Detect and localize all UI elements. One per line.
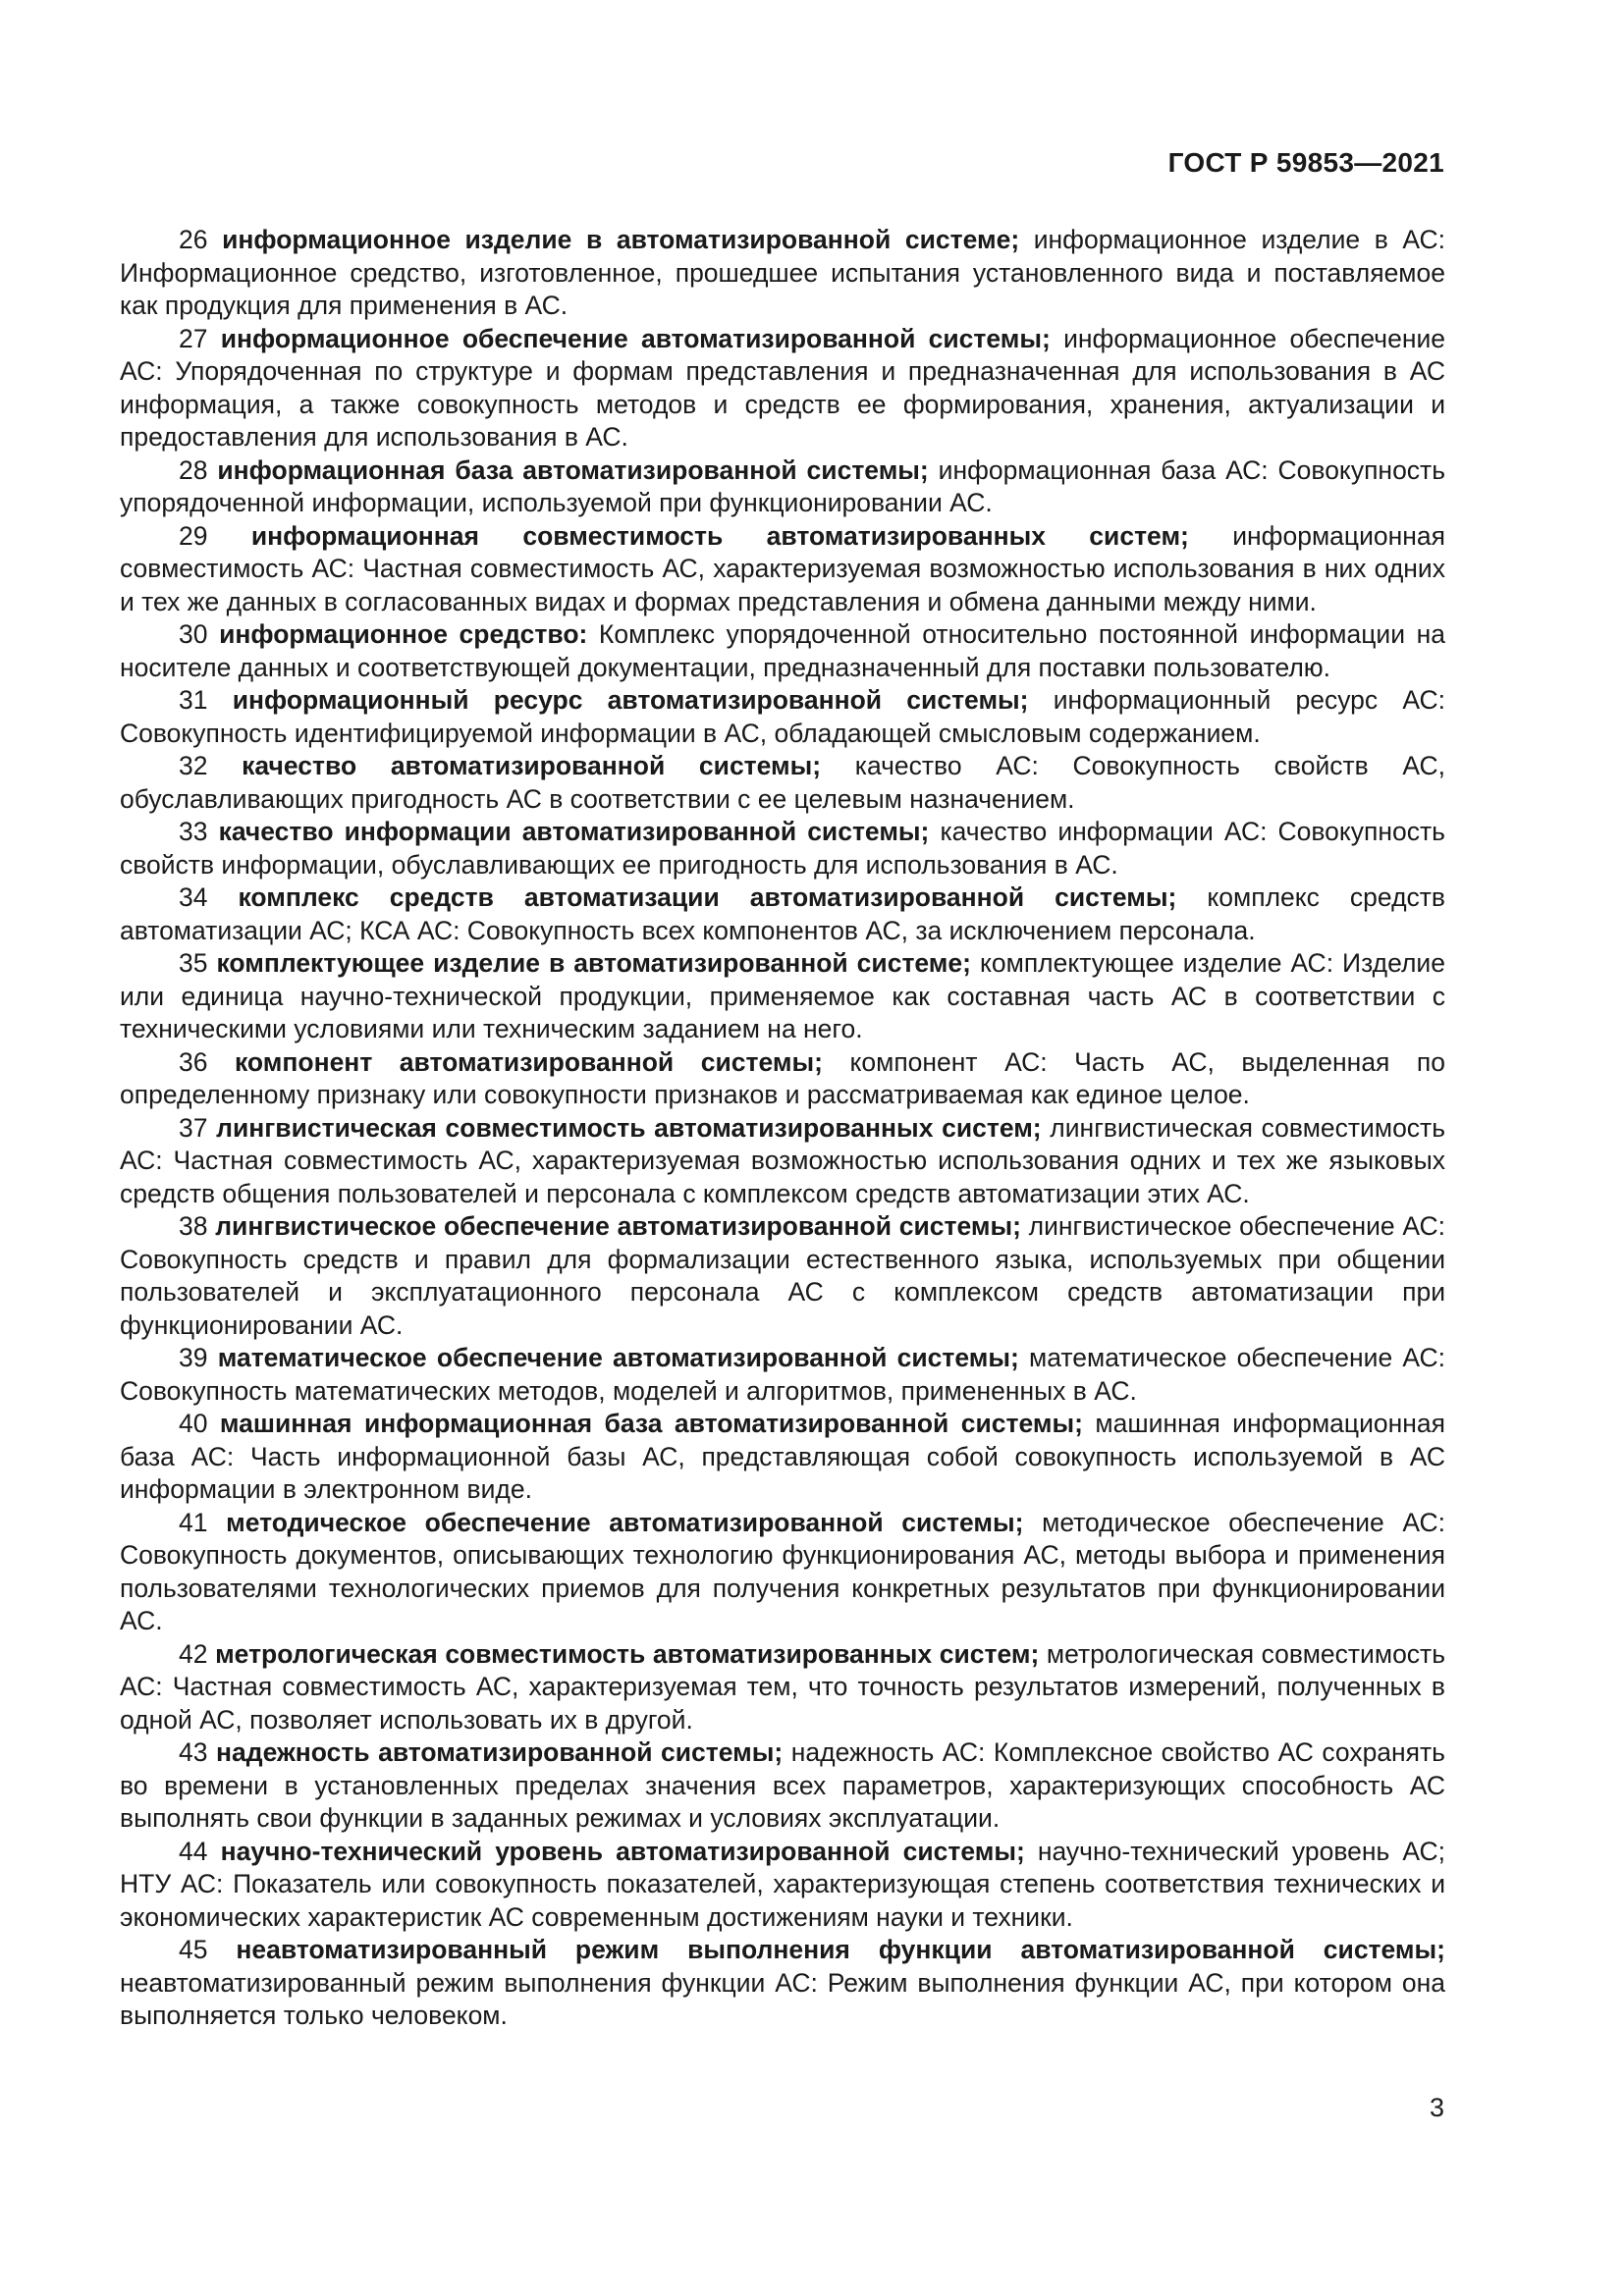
entry-number: 35 [179,948,208,978]
entry-definition: компонент АС: Часть АС, выделенная по определенному признаку или совокупности признаков и рассматриваемая как единое целое. [120,1046,1446,1109]
entry-number: 30 [179,619,208,649]
term-entry-38 [120,1210,1445,1342]
entry-term: информационная база автоматизированной системы; [217,454,929,485]
entry-number: 32 [179,751,208,780]
entry-term: информационный ресурс автоматизированной системы; [232,685,1029,715]
entry-definition: комплектующее изделие АС: Изделие или единица научно-технической продукции, применяемое как составная часть АС в соответствии с техническими условиями или техническим заданием на него. [120,948,1445,1043]
entry-definition: научно-технический уровень АС; НТУ АС: Показатель или совокупность показателей, характеризующая степень соответствия технических и экономических характеристик АС современным достижениям науки и техники. [120,1836,1445,1932]
term-entry-44 [120,1836,1445,1935]
entry-term: математическое обеспечение автоматизированной системы; [217,1343,1019,1372]
entry-term: качество автоматизированной системы; [242,751,822,780]
entry-term: надежность автоматизированной системы; [216,1737,784,1767]
term-entry-34 [120,881,1445,947]
term-entry-37 [120,1112,1445,1211]
entry-definition: неавтоматизированный режим выполнения функции АС: Режим выполнения функции АС, при котором она выполняется только человеком. [120,1967,1445,2030]
term-entry-35 [120,947,1445,1046]
term-entry-28 [120,454,1445,520]
entry-number: 29 [179,520,208,551]
entry-number: 28 [179,454,208,485]
term-entry-43 [120,1736,1445,1836]
entry-term: неавтоматизированный режим выполнения функции автоматизированной системы; [236,1935,1445,1964]
entry-definition: комплекс средств автоматизации АС; КСА АС: Совокупность всех компонентов АС, за исключением персонала. [120,882,1445,945]
entry-definition: информационное обеспечение АС: Упорядоченная по структуре и формам представления и предназначенная для использования в АС информация, а также совокупность методов и средств ее формирования, хранения, актуализации и предоставления для использования в АС. [120,323,1445,452]
entry-term: качество информации автоматизированной системы; [218,817,930,846]
entry-definition: качество информации АС: Совокупность свойств информации, обуславливающих ее пригодность для использования в АС. [120,817,1445,880]
entry-definition: информационная совместимость АС: Частная совместимость АС, характеризуемая возможностью использования в них одних и тех же данных в согласованных видах и формах представления и обмена данными между ними. [120,520,1445,616]
entry-term: лингвистическая совместимость автоматизированных систем; [216,1112,1042,1143]
entry-number: 31 [179,685,208,715]
entry-number: 40 [179,1409,208,1438]
term-entry-31 [120,684,1445,750]
entry-term: комплекс средств автоматизации автоматизированной системы; [238,882,1177,912]
entry-number: 34 [179,882,208,912]
entry-definition: метрологическая совместимость АС: Частная совместимость АС, характеризуемая тем, что точность результатов измерений, полученных в одной АС, позволяет использовать их в другой. [120,1638,1445,1735]
entry-term: информационное изделие в автоматизированной системе; [222,225,1020,254]
entry-definition: информационная база АС: Совокупность упорядоченной информации, используемой при функционировании АС. [120,454,1445,517]
entry-term: информационное обеспечение автоматизированной системы; [220,323,1051,353]
entry-term: научно-технический уровень автоматизированной системы; [220,1836,1025,1866]
entry-definition: качество АС: Совокупность свойств АС, обуславливающих пригодность АС в соответствии с ее целевым назначением. [120,751,1445,814]
entry-definition: лингвистическая совместимость АС: Частная совместимость АС, характеризуемая возможностью использования одних и тех же языковых средств общения пользователей и персонала с комплексом средств автоматизации этих АС. [120,1112,1445,1208]
entry-term: методическое обеспечение автоматизированной системы; [226,1507,1024,1537]
entry-definition: математическое обеспечение АС: Совокупность математических методов, моделей и алгоритмов, примененных в АС. [120,1343,1446,1406]
entry-definition: лингвистическое обеспечение АС: Совокупность средств и правил для формализации естественного языка, используемых при общении пользователей и эксплуатационного персонала АС с комплексом средств автоматизации при функционировании АС. [120,1211,1445,1340]
terms-list [120,224,1445,2033]
entry-term: комплектующее изделие в автоматизированной системе; [216,948,971,978]
entry-definition: методическое обеспечение АС: Совокупность документов, описывающих технологию функционирования АС, методы выбора и применения пользователями технологических приемов для получения конкретных результатов при функционировании АС. [120,1507,1445,1635]
term-entry-42 [120,1638,1445,1737]
term-entry-33 [120,816,1445,881]
entry-number: 44 [179,1836,208,1866]
entry-number: 43 [179,1737,208,1767]
entry-number: 45 [179,1935,208,1964]
term-entry-40 [120,1408,1445,1507]
entry-term: компонент автоматизированной системы; [235,1046,823,1077]
entry-term: машинная информационная база автоматизированной системы; [219,1409,1083,1438]
entry-term: лингвистическое обеспечение автоматизированной системы; [215,1211,1021,1241]
entry-term: информационное средство: [219,619,588,649]
entry-number: 37 [179,1112,208,1143]
entry-definition: информационный ресурс АС: Совокупность идентифицируемой информации в АС, обладающей смысловым содержанием. [120,685,1445,748]
term-entry-39 [120,1342,1445,1408]
entry-term: метрологическая совместимость автоматизированных систем; [215,1638,1040,1669]
term-entry-30 [120,618,1445,684]
entry-definition: Комплекс упорядоченной относительно постоянной информации на носителе данных и соответствующей документации, предназначенный для поставки пользователю. [120,619,1445,682]
term-entry-36 [120,1046,1445,1112]
term-entry-41 [120,1507,1445,1638]
entry-number: 39 [179,1343,208,1372]
entry-number: 33 [179,817,208,846]
entry-number: 38 [179,1211,208,1241]
page-number: 3 [1429,2093,1444,2122]
document-header: ГОСТ Р 59853—2021 [1167,147,1444,178]
term-entry-26 [120,224,1445,323]
entry-number: 41 [179,1507,208,1537]
entry-number: 36 [179,1046,208,1077]
entry-number: 42 [179,1638,208,1669]
entry-number: 26 [179,225,208,254]
entry-definition: надежность АС: Комплексное свойство АС сохранять во времени в установленных пределах значения всех параметров, характеризующих способность АС выполнять свои функции в заданных режимах и условиях эксплуатации. [120,1737,1445,1833]
entry-definition: машинная информационная база АС: Часть информационной базы АС, представляющая собой совокупность используемой в АС информации в электронном виде. [120,1409,1445,1504]
term-entry-32 [120,750,1445,816]
entry-term: информационная совместимость автоматизированных систем; [250,520,1189,551]
entry-number: 27 [179,323,208,353]
term-entry-27 [120,323,1445,454]
term-entry-45 [120,1934,1445,2033]
term-entry-29 [120,520,1445,619]
entry-definition: информационное изделие в АС: Информационное средство, изготовленное, прошедшее испытания установленного вида и поставляемое как продукция для применения в АС. [120,225,1445,320]
